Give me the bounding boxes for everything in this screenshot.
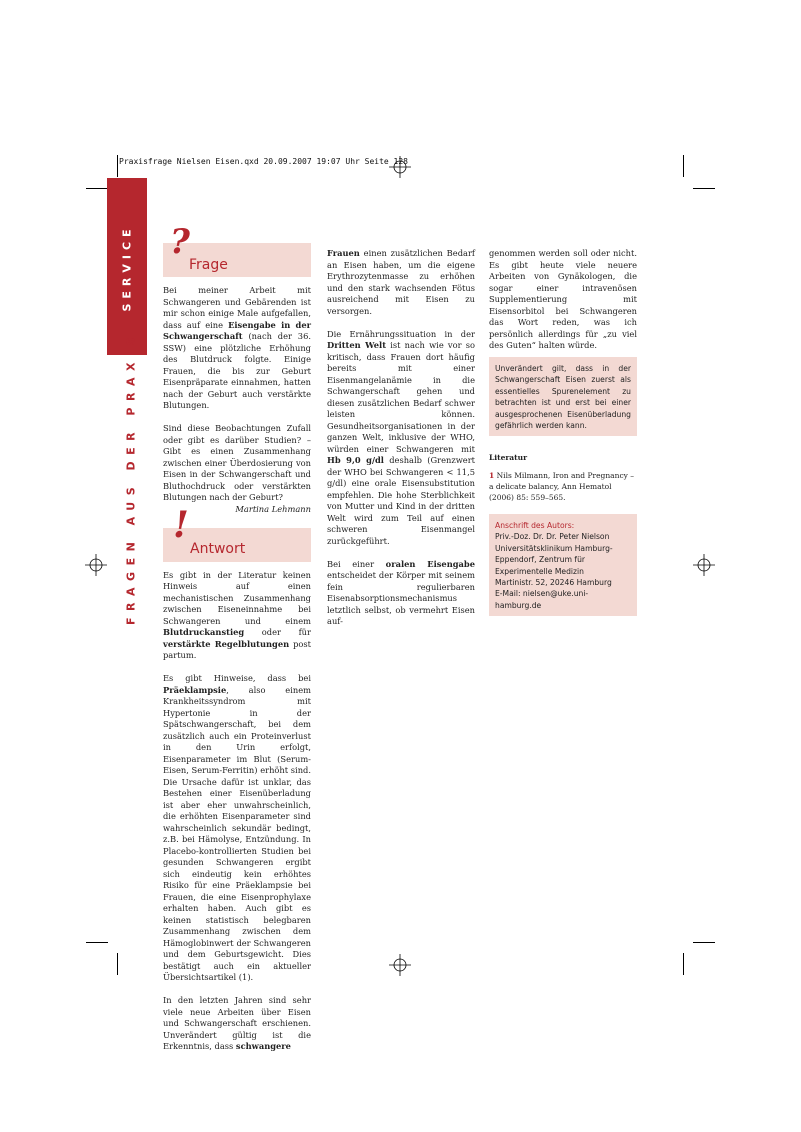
body-paragraph: Bei einer oralen Eisengabe entscheidet der Körper mit seinem fein regulierbaren Eisenabsorptionsmechanismus letztlich selbst, ob vermehrt Eisen auf- [327, 558, 475, 626]
column-2 [327, 248, 475, 639]
crop-mark [86, 942, 108, 943]
address-line: Experimentelle Medizin [495, 566, 584, 576]
crop-mark [683, 953, 684, 975]
literature-heading: Literatur [489, 453, 528, 463]
crop-mark [693, 188, 715, 189]
antwort-paragraph: Es gibt Hinweise, dass bei Präeklampsie, also einem Krankheitssyndrom mit Hypertonie in der Spätschwangerschaft, bei dem zusätzlich auch ein Proteinverlust in den Urin erfolgt, Eisenparameter im Blut (Serum-Eisen, Serum-Ferritin) erhöht sind. Die Ursache dafür ist unklar, das Bestehen einer Eisenüberladung ist aber eher unwahrscheinlich, die erhöhten Eisenparameter sind wahrscheinlich sekundär bedingt, z.B. bei Hämolyse, Entzündung. In Placebo-kontrollierten Studien bei gesunden Schwangeren ergibt sich eindeutig kein erhöhtes Risiko für eine Präeklampsie bei Frauen, die eine Eisenprophylaxe erhalten haben. Auch gibt es keinen statistisch belegbaren Zusammenhang zwischen dem Hämoglobinwert der Schwangeren und dem Geburtsgewicht. Dies bestätigt auch ein aktueller Übersichtsartikel (1). [163, 673, 311, 982]
address-line: Eppendorf, Zentrum für [495, 555, 586, 565]
address-line: Priv.-Doz. Dr. Dr. Peter Nielson [495, 532, 610, 542]
highlight-box: Unverändert gilt, dass in der Schwangerschaft Eisen zuerst als essentielles Spurenelement zu betrachten ist und erst bei einer ausgesprochenen Eisenüberladung gefährlich werden kann. [489, 357, 637, 436]
frage-signature: Martina Lehmann [235, 504, 311, 514]
column-1 [163, 222, 311, 1064]
author-address-box [489, 514, 637, 616]
frage-heading-box [163, 222, 311, 277]
registration-mark-icon [389, 954, 411, 976]
question-mark-icon: ? [170, 222, 190, 262]
section-tab-label: SERVICE [120, 224, 134, 312]
antwort-heading: Antwort [190, 541, 246, 557]
literature-reference: 1 Nils Milmann, Iron and Pregnancy – a delicate balancy, Ann Hematol (2006) 85: 559–565. [489, 470, 635, 502]
registration-mark-icon [693, 554, 715, 576]
column-3 [489, 248, 637, 632]
antwort-paragraph: In den letzten Jahren sind sehr viele neue Arbeiten über Eisen und Schwangerschaft erschienen. Unverändert gültig ist die Erkenntnis, dass schwangere [163, 995, 311, 1051]
crop-mark [86, 188, 108, 189]
address-line: Martinistr. 52, 20246 Hamburg [495, 577, 612, 587]
frage-heading: Frage [189, 256, 228, 273]
crop-mark [117, 953, 118, 975]
body-paragraph: Frauen einen zusätzlichen Bedarf an Eisen haben, um die eigene Erythrozytenmasse zu erhöhen und den stark wachsenden Fötus ausreichend mit Eisen zu versorgen. [327, 248, 475, 316]
print-slug: Praxisfrage Nielsen Eisen.qxd 20.09.2007 19:07 Uhr Seite 128 [119, 157, 408, 166]
address-line: Universitätsklinikum Hamburg- [495, 543, 613, 553]
registration-mark-icon [85, 554, 107, 576]
exclamation-mark-icon: ! [173, 503, 189, 546]
frage-paragraph: Bei meiner Arbeit mit Schwangeren und Gebärenden ist mir schon einige Male aufgefallen, dass auf eine Eisengabe in der Schwangerschaft (nach der 36. SSW) eine plötzliche Erhöhung des Blutdruck folgte. Einige Frauen, die bis zur Geburt Eisenpräparate einnahmen, hatten nach der Geburt auch verstärkte Blutungen. [163, 285, 311, 410]
frage-paragraph: Sind diese Beobachtungen Zufall oder gibt es darüber Studien? – Gibt es einen Zusammenhang zwischen einer Überdosierung von Eisen in der Schwangerschaft und Bluthochdruck oder verstärkten Blutungen nach der Geburt? [163, 423, 311, 502]
registration-mark-icon [389, 156, 411, 178]
crop-mark [693, 942, 715, 943]
author-address-label: Anschrift des Autors: [495, 520, 575, 530]
body-paragraph: Die Ernährungssituation in der Dritten Welt ist nach wie vor so kritisch, dass Frauen dort häufig bereits mit einer Eisenmangelanämie in die Schwangerschaft gehen und diesen zusätzlichen Bedarf schwer leisten können. Gesundheitsorganisationen in der ganzen Welt, inklusive der WHO, würden einer Schwangeren mit Hb 9,0 g/dl deshalb (Grenzwert der WHO bei Schwangeren < 11,5 g/dl) eine orale Eisensubstitution empfehlen. Die hohe Sterblichkeit von Mutter und Kind in der dritten Welt wird zum Teil auf einen schweren Eisenmangel zurückgeführt. [327, 328, 476, 546]
antwort-paragraph: Es gibt in der Literatur keinen Hinweis auf einen mechanistischen Zusammenhang zwischen Eiseneinnahme bei Schwangeren und einem Blutdruckanstieg oder für verstärkte Regelblutungen post partum. [163, 569, 311, 660]
section-side-label: FRAGEN AUS DER PRAXIS [124, 331, 138, 625]
body-paragraph: genommen werden soll oder nicht. Es gibt heute viele neuere Arbeiten von Gynäkologen, die sogar einer intravenösen Supplementierung mit Eisensorbitol bei Schwangeren das Wort reden, was ich persönlich allerdings für „zu viel des Guten“ halten würde. [489, 248, 637, 350]
crop-mark [117, 155, 118, 177]
crop-mark [683, 155, 684, 177]
email-address: E-Mail: nielsen@uke.uni-hamburg.de [495, 589, 589, 610]
